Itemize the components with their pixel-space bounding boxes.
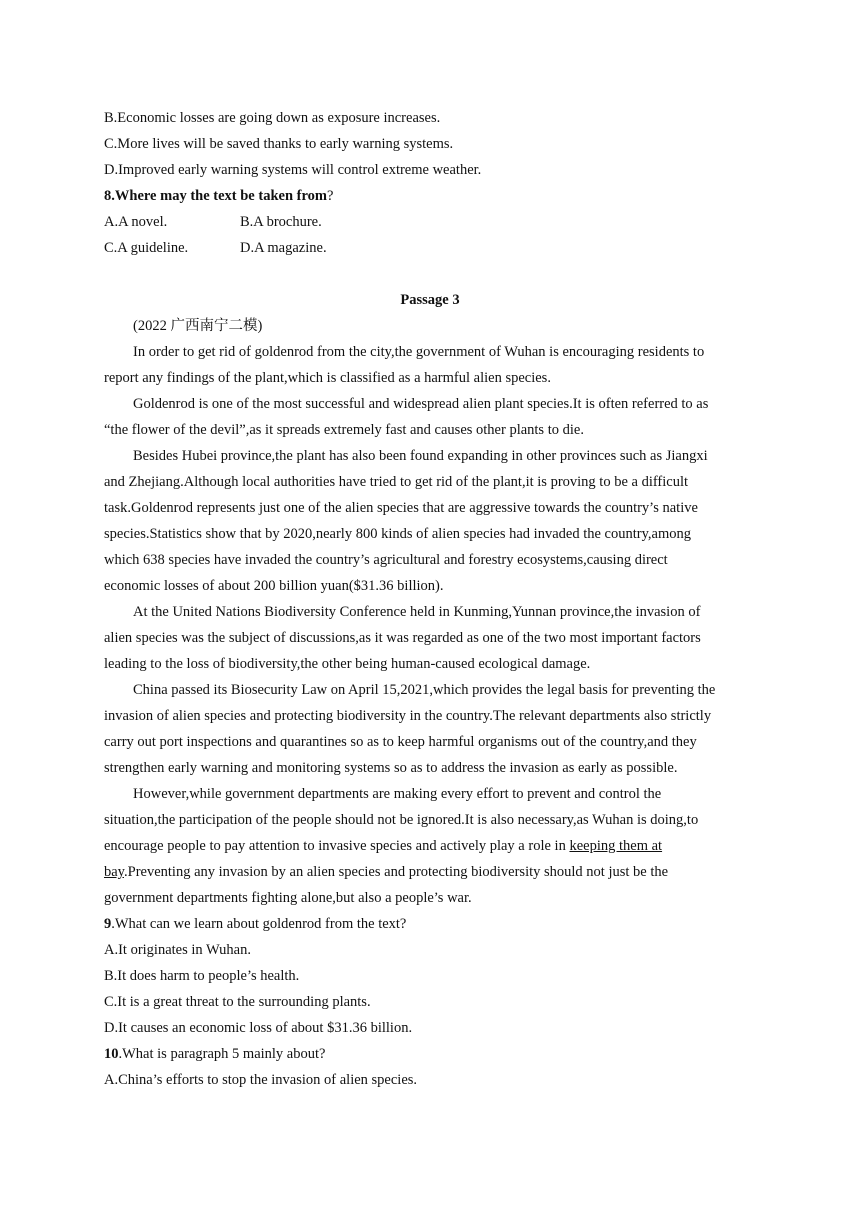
passage-line: bay.Preventing any invasion by an alien species and protecting biodiversity should not just be the [104, 864, 669, 880]
passage-line: Besides Hubei province,the plant has also been found expanding in other provinces such as Jiangxi [133, 448, 708, 464]
passage-line: In order to get rid of goldenrod from the city,the government of Wuhan is encouraging residents to [133, 344, 705, 360]
passage-line: report any findings of the plant,which is classified as a harmful alien species. [104, 370, 551, 386]
q8-option-d: D.A magazine. [240, 240, 327, 256]
q9-number: 9 [104, 916, 112, 932]
passage-title: Passage 3 [400, 292, 460, 308]
passage-line: species.Statistics show that by 2020,nearly 800 kinds of alien species had invaded the country,among [104, 526, 691, 542]
q8-question-text: .Where may the text be taken from [111, 188, 327, 204]
underlined-phrase: keeping them at [569, 838, 663, 854]
passage-line: alien species was the subject of discussions,as it was regarded as one of the two most important factors [104, 630, 701, 646]
q7-option-c: C.More lives will be saved thanks to early warning systems. [104, 136, 454, 152]
passage-line: strengthen early warning and monitoring systems so as to address the invasion as early as possible. [104, 760, 678, 776]
passage-line: task.Goldenrod represents just one of the alien species that are aggressive towards the country’s native [104, 500, 698, 516]
passage-line: which 638 species have invaded the country’s agricultural and forestry ecosystems,causing direct [104, 552, 668, 568]
passage-line: However,while government departments are making every effort to prevent and control the [133, 786, 662, 802]
passage-line: At the United Nations Biodiversity Conference held in Kunming,Yunnan province,the invasion of [133, 604, 701, 620]
q7-option-d: D.Improved early warning systems will control extreme weather. [104, 162, 482, 178]
q8-option-a: A.A novel. [104, 214, 168, 230]
q9-option-a: A.It originates in Wuhan. [104, 942, 251, 958]
q8-number: 8 [104, 188, 112, 204]
passage-line: invasion of alien species and protecting biodiversity in the country.The relevant departments also strictly [104, 708, 712, 724]
passage-line: and Zhejiang.Although local authorities have tried to get rid of the plant,it is proving to be a difficult [104, 474, 689, 490]
passage-line: “the flower of the devil”,as it spreads extremely fast and causes other plants to die. [104, 422, 584, 438]
q10-number: 10 [104, 1046, 119, 1062]
passage-line: carry out port inspections and quarantines so as to keep harmful organisms out of the country,and they [104, 734, 697, 750]
passage-line: economic losses of about 200 billion yuan($31.36 billion). [104, 578, 444, 594]
q9-option-c: C.It is a great threat to the surrounding plants. [104, 994, 371, 1010]
q8-option-c: C.A guideline. [104, 240, 189, 256]
q9-option-b: B.It does harm to people’s health. [104, 968, 300, 984]
q10-question: 10.What is paragraph 5 mainly about? [104, 1046, 326, 1062]
q8-option-b: B.A brochure. [240, 214, 322, 230]
passage-line: China passed its Biosecurity Law on April 15,2021,which provides the legal basis for preventing the [133, 682, 716, 698]
passage-line: government departments fighting alone,but also a people’s war. [104, 890, 472, 906]
q10-option-a: A.China’s efforts to stop the invasion of alien species. [104, 1072, 418, 1088]
passage-line: encourage people to pay attention to invasive species and actively play a role in keeping them at [104, 838, 663, 854]
underlined-phrase-end: bay [104, 864, 124, 880]
q8-question-mark: ? [326, 188, 334, 204]
q9-option-d: D.It causes an economic loss of about $31.36 billion. [104, 1020, 413, 1036]
q7-option-b: B.Economic losses are going down as exposure increases. [104, 110, 441, 126]
q8-question [104, 187, 333, 205]
passage-source: (2022 广西南宁二模) [133, 318, 263, 334]
passage-line: leading to the loss of biodiversity,the other being human-caused ecological damage. [104, 656, 591, 672]
q9-question: 9.What can we learn about goldenrod from the text? [104, 916, 407, 932]
passage-line: situation,the participation of the people should not be ignored.It is also necessary,as Wuhan is doing,to [104, 812, 699, 828]
passage-line: Goldenrod is one of the most successful and widespread alien plant species.It is often referred to as [133, 396, 709, 412]
